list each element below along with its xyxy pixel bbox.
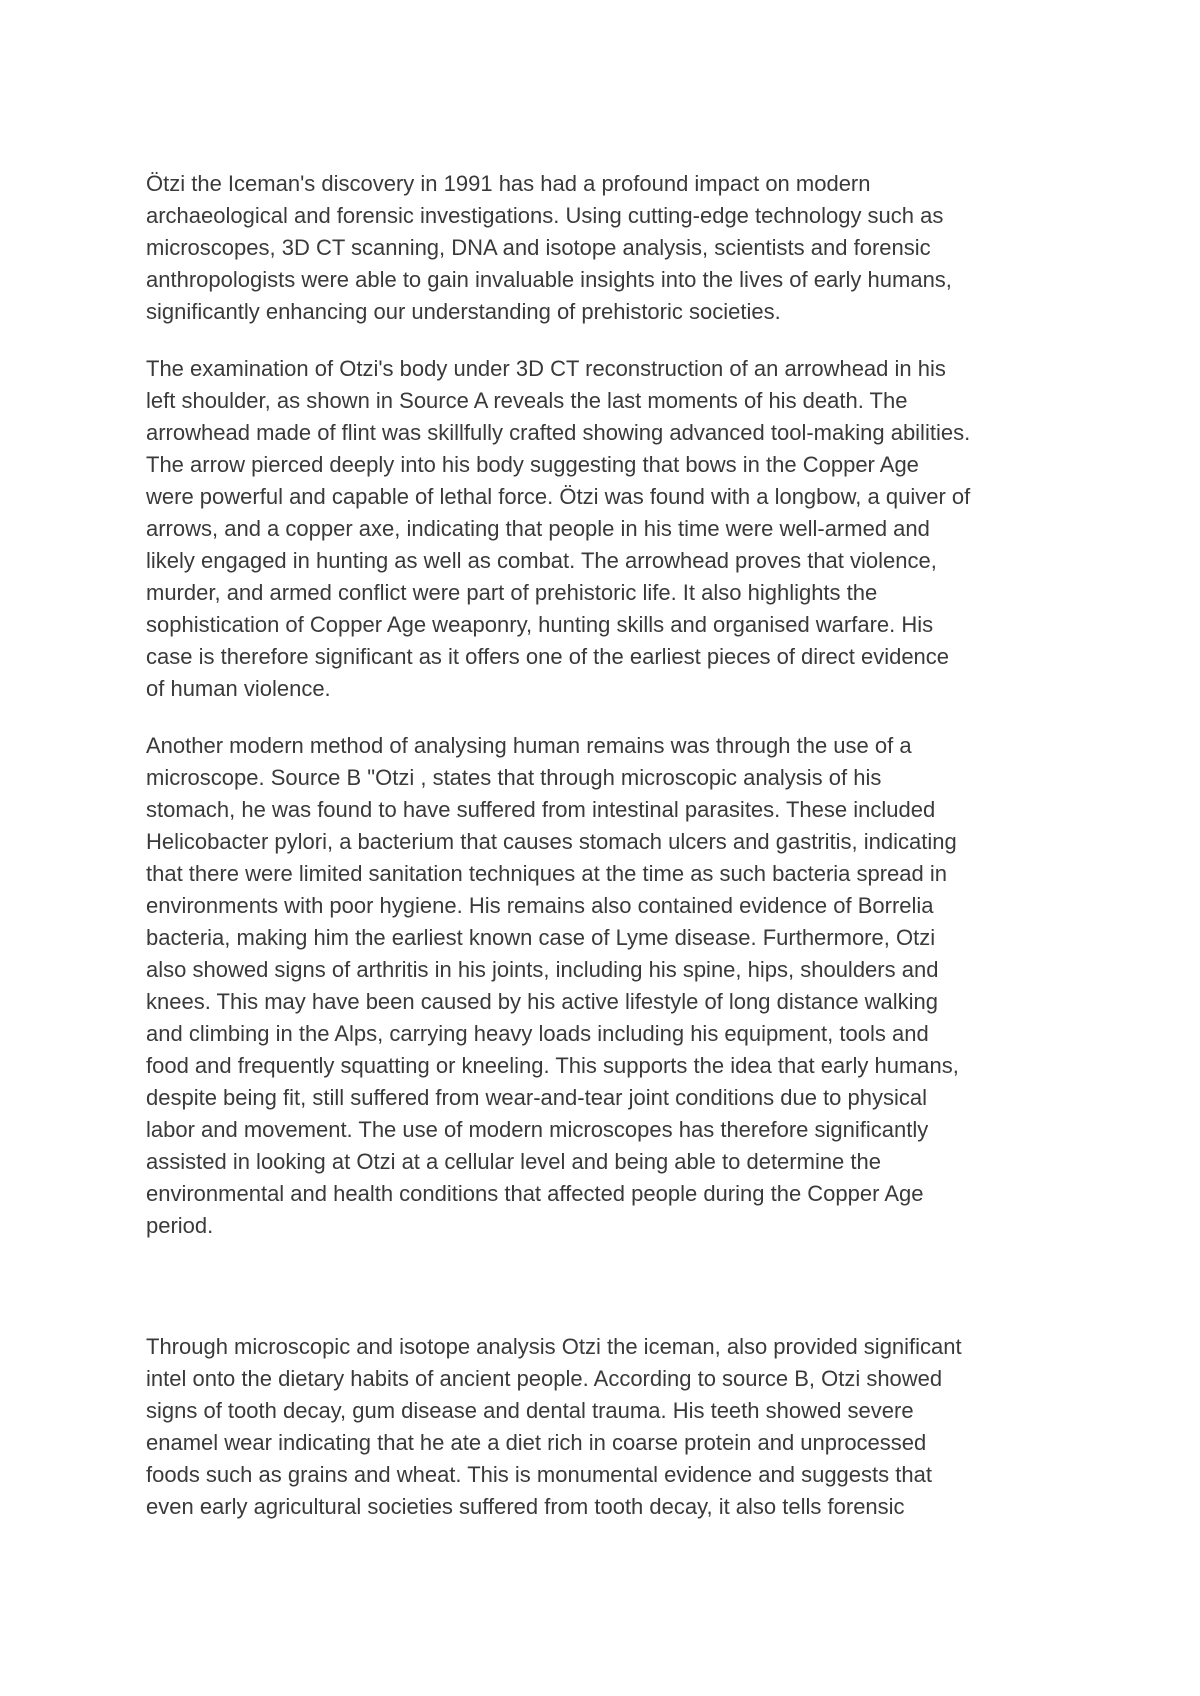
text-line: foods such as grains and wheat. This is monumental evidence and suggests that: [146, 1462, 932, 1487]
text-line: arrows, and a copper axe, indicating that people in his time were well-armed and: [146, 516, 930, 541]
text-line: microscopes, 3D CT scanning, DNA and isotope analysis, scientists and forensic: [146, 235, 931, 260]
text-line: microscope. Source B "Otzi , states that through microscopic analysis of his: [146, 765, 882, 790]
text-line: Ötzi the Iceman's discovery in 1991 has had a profound impact on modern: [146, 171, 871, 196]
text-line: significantly enhancing our understanding of prehistoric societies.: [146, 299, 781, 324]
text-line: murder, and armed conflict were part of prehistoric life. It also highlights the: [146, 580, 878, 605]
text-line: arrowhead made of flint was skillfully crafted showing advanced tool-making abilities.: [146, 420, 971, 445]
text-line: likely engaged in hunting as well as combat. The arrowhead proves that violence,: [146, 548, 937, 573]
text-line: were powerful and capable of lethal force. Ötzi was found with a longbow, a quiver of: [146, 484, 971, 509]
text-line: labor and movement. The use of modern microscopes has therefore significantly: [146, 1117, 929, 1142]
text-line: that there were limited sanitation techniques at the time as such bacteria spread in: [146, 861, 948, 886]
text-line: knees. This may have been caused by his active lifestyle of long distance walking: [146, 989, 939, 1014]
text-line: environmental and health conditions that affected people during the Copper Age: [146, 1181, 924, 1206]
text-line: also showed signs of arthritis in his joints, including his spine, hips, shoulders and: [146, 957, 939, 982]
text-line: case is therefore significant as it offers one of the earliest pieces of direct evidence: [146, 644, 950, 669]
paragraph-spacer: [146, 705, 1066, 730]
text-line: and climbing in the Alps, carrying heavy loads including his equipment, tools and: [146, 1021, 929, 1046]
text-line: environments with poor hygiene. His remains also contained evidence of Borrelia: [146, 893, 934, 918]
text-line: anthropologists were able to gain invaluable insights into the lives of early humans,: [146, 267, 952, 292]
text-line: of human violence.: [146, 676, 331, 701]
text-line: left shoulder, as shown in Source A reveals the last moments of his death. The: [146, 388, 908, 413]
text-line: despite being fit, still suffered from wear-and-tear joint conditions due to physical: [146, 1085, 928, 1110]
text-line: archaeological and forensic investigations. Using cutting-edge technology such as: [146, 203, 944, 228]
text-line: stomach, he was found to have suffered from intestinal parasites. These included: [146, 797, 936, 822]
paragraph-microscope: [146, 730, 1066, 1242]
text-line: Another modern method of analysing human remains was through the use of a: [146, 733, 912, 758]
text-line: sophistication of Copper Age weaponry, hunting skills and organised warfare. His: [146, 612, 934, 637]
paragraph-diet: [146, 1331, 1066, 1523]
text-line: signs of tooth decay, gum disease and dental trauma. His teeth showed severe: [146, 1398, 914, 1423]
text-line: intel onto the dietary habits of ancient people. According to source B, Otzi showed: [146, 1366, 943, 1391]
paragraph-spacer: [146, 1242, 1066, 1331]
text-line: The examination of Otzi's body under 3D CT reconstruction of an arrowhead in his: [146, 356, 946, 381]
paragraph-spacer: [146, 328, 1066, 353]
text-line: period.: [146, 1213, 214, 1238]
paragraph-introduction: [146, 168, 1066, 328]
text-line: Through microscopic and isotope analysis Otzi the iceman, also provided significant: [146, 1334, 962, 1359]
document-body: [146, 168, 1066, 1523]
text-line: bacteria, making him the earliest known case of Lyme disease. Furthermore, Otzi: [146, 925, 936, 950]
paragraph-ct-scan: [146, 353, 1066, 705]
text-line: food and frequently squatting or kneeling. This supports the idea that early humans,: [146, 1053, 959, 1078]
text-line: enamel wear indicating that he ate a diet rich in coarse protein and unprocessed: [146, 1430, 927, 1455]
text-line: The arrow pierced deeply into his body suggesting that bows in the Copper Age: [146, 452, 919, 477]
text-line: Helicobacter pylori, a bacterium that causes stomach ulcers and gastritis, indicating: [146, 829, 957, 854]
text-line: even early agricultural societies suffered from tooth decay, it also tells forensic: [146, 1494, 905, 1519]
text-line: assisted in looking at Otzi at a cellular level and being able to determine the: [146, 1149, 881, 1174]
